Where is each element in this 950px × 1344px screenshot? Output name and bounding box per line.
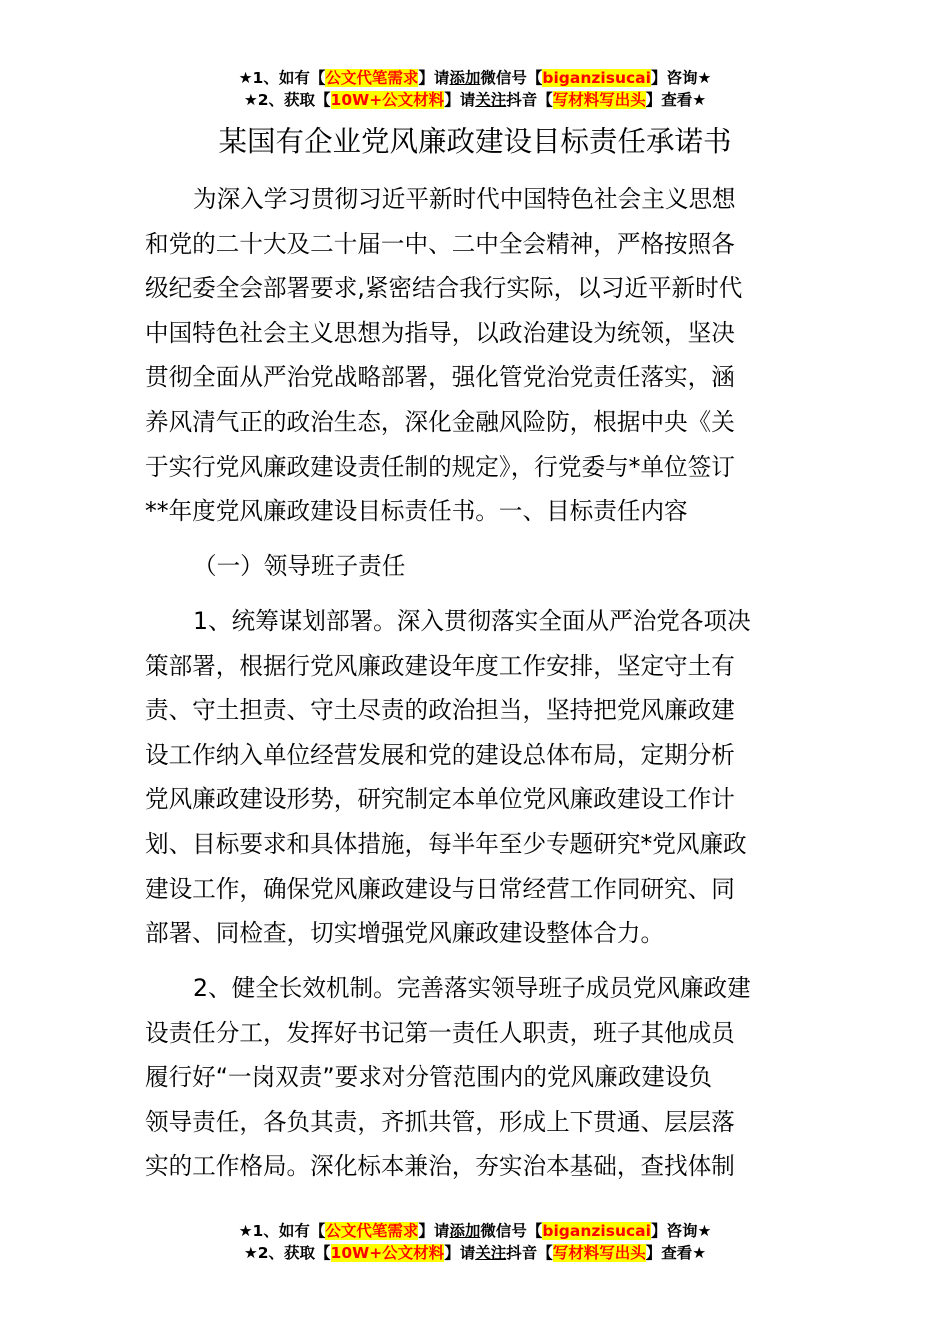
paragraph-line: 实的工作格局。深化标本兼治，夯实治本基础，查找体制 bbox=[145, 1152, 735, 1181]
paragraph-line: 2、健全长效机制。完善落实领导班子成员党风廉政建 bbox=[193, 974, 751, 1002]
highlight-writing-service: 公文代笔需求 bbox=[325, 69, 419, 87]
paragraph-line: 责、守土担责、守土尽责的政治担当，坚持把党风廉政建 bbox=[145, 696, 735, 725]
banner-line-1: ★1、如有【公文代笔需求】请添加微信号【biganzisucai】咨询★ bbox=[238, 1222, 712, 1240]
paragraph-line: 党风廉政建设形势，研究制定本单位党风廉政建设工作计 bbox=[145, 785, 735, 814]
paragraph-line: 中国特色社会主义思想为指导，以政治建设为统领，坚决 bbox=[145, 318, 735, 347]
paragraph-line: 划、目标要求和具体措施，每半年至少专题研究*党风廉政 bbox=[145, 829, 747, 858]
highlight-wechat-id: biganzisucai bbox=[542, 69, 651, 87]
paragraph-line: 部署、同检查，切实增强党风廉政建设整体合力。 bbox=[145, 919, 665, 948]
banner-line-2: ★2、获取【10W+公文材料】请关注抖音【写材料写出头】查看★ bbox=[243, 91, 707, 109]
section-heading: （一）领导班子责任 bbox=[193, 552, 406, 580]
page-title: 某国有企业党风廉政建设目标责任承诺书 bbox=[218, 125, 732, 158]
paragraph-line: 于实行党风廉政建设责任制的规定》，行党委与*单位签订 bbox=[145, 452, 735, 481]
paragraph-line: 设责任分工，发挥好书记第一责任人职责，班子其他成员 bbox=[145, 1018, 735, 1047]
paragraph-line: 领导责任，各负其责，齐抓共管，形成上下贯通、层层落 bbox=[145, 1107, 735, 1136]
highlight-douyin-id: 写材料写出头 bbox=[552, 91, 646, 109]
highlight-wechat-id: biganzisucai bbox=[542, 1222, 651, 1240]
section-heading-block bbox=[145, 544, 810, 589]
header-banner bbox=[0, 67, 950, 111]
paragraph-line: 1、统筹谋划部署。深入贯彻落实全面从严治党各项决 bbox=[193, 607, 751, 635]
paragraph-line: 养风清气正的政治生态，深化金融风险防，根据中央《关 bbox=[145, 407, 735, 436]
paragraph-line: 设工作纳入单位经营发展和党的建设总体布局，定期分析 bbox=[145, 740, 735, 769]
highlight-materials: 10W+公文材料 bbox=[330, 91, 445, 109]
highlight-materials: 10W+公文材料 bbox=[330, 1244, 445, 1262]
paragraph-line: 策部署，根据行党风廉政建设年度工作安排，坚定守土有 bbox=[145, 651, 735, 680]
highlight-writing-service: 公文代笔需求 bbox=[325, 1222, 419, 1240]
paragraph-line: 贯彻全面从严治党战略部署，强化管党治党责任落实，涵 bbox=[145, 363, 735, 392]
paragraph-line: 和党的二十大及二十届一中、二中全会精神，严格按照各 bbox=[145, 229, 735, 258]
paragraph-line: 级纪委全会部署要求,紧密结合我行实际，以习近平新时代 bbox=[145, 274, 743, 303]
document-body bbox=[145, 177, 810, 534]
paragraph-line: **年度党风廉政建设目标责任书。一、目标责任内容 bbox=[145, 497, 688, 526]
item-2-block bbox=[145, 966, 810, 1189]
banner-line-1: ★1、如有【公文代笔需求】请添加微信号【biganzisucai】咨询★ bbox=[238, 69, 712, 87]
banner-line-2: ★2、获取【10W+公文材料】请关注抖音【写材料写出头】查看★ bbox=[243, 1244, 707, 1262]
item-1-block bbox=[145, 599, 810, 956]
paragraph-line: 建设工作，确保党风廉政建设与日常经营工作同研究、同 bbox=[145, 874, 735, 903]
paragraph-line: 为深入学习贯彻习近平新时代中国特色社会主义思想 bbox=[193, 185, 736, 213]
highlight-douyin-id: 写材料写出头 bbox=[552, 1244, 646, 1262]
paragraph-line: 履行好“一岗双责”要求对分管范围内的党风廉政建设负 bbox=[145, 1063, 713, 1092]
footer-banner bbox=[0, 1220, 950, 1264]
